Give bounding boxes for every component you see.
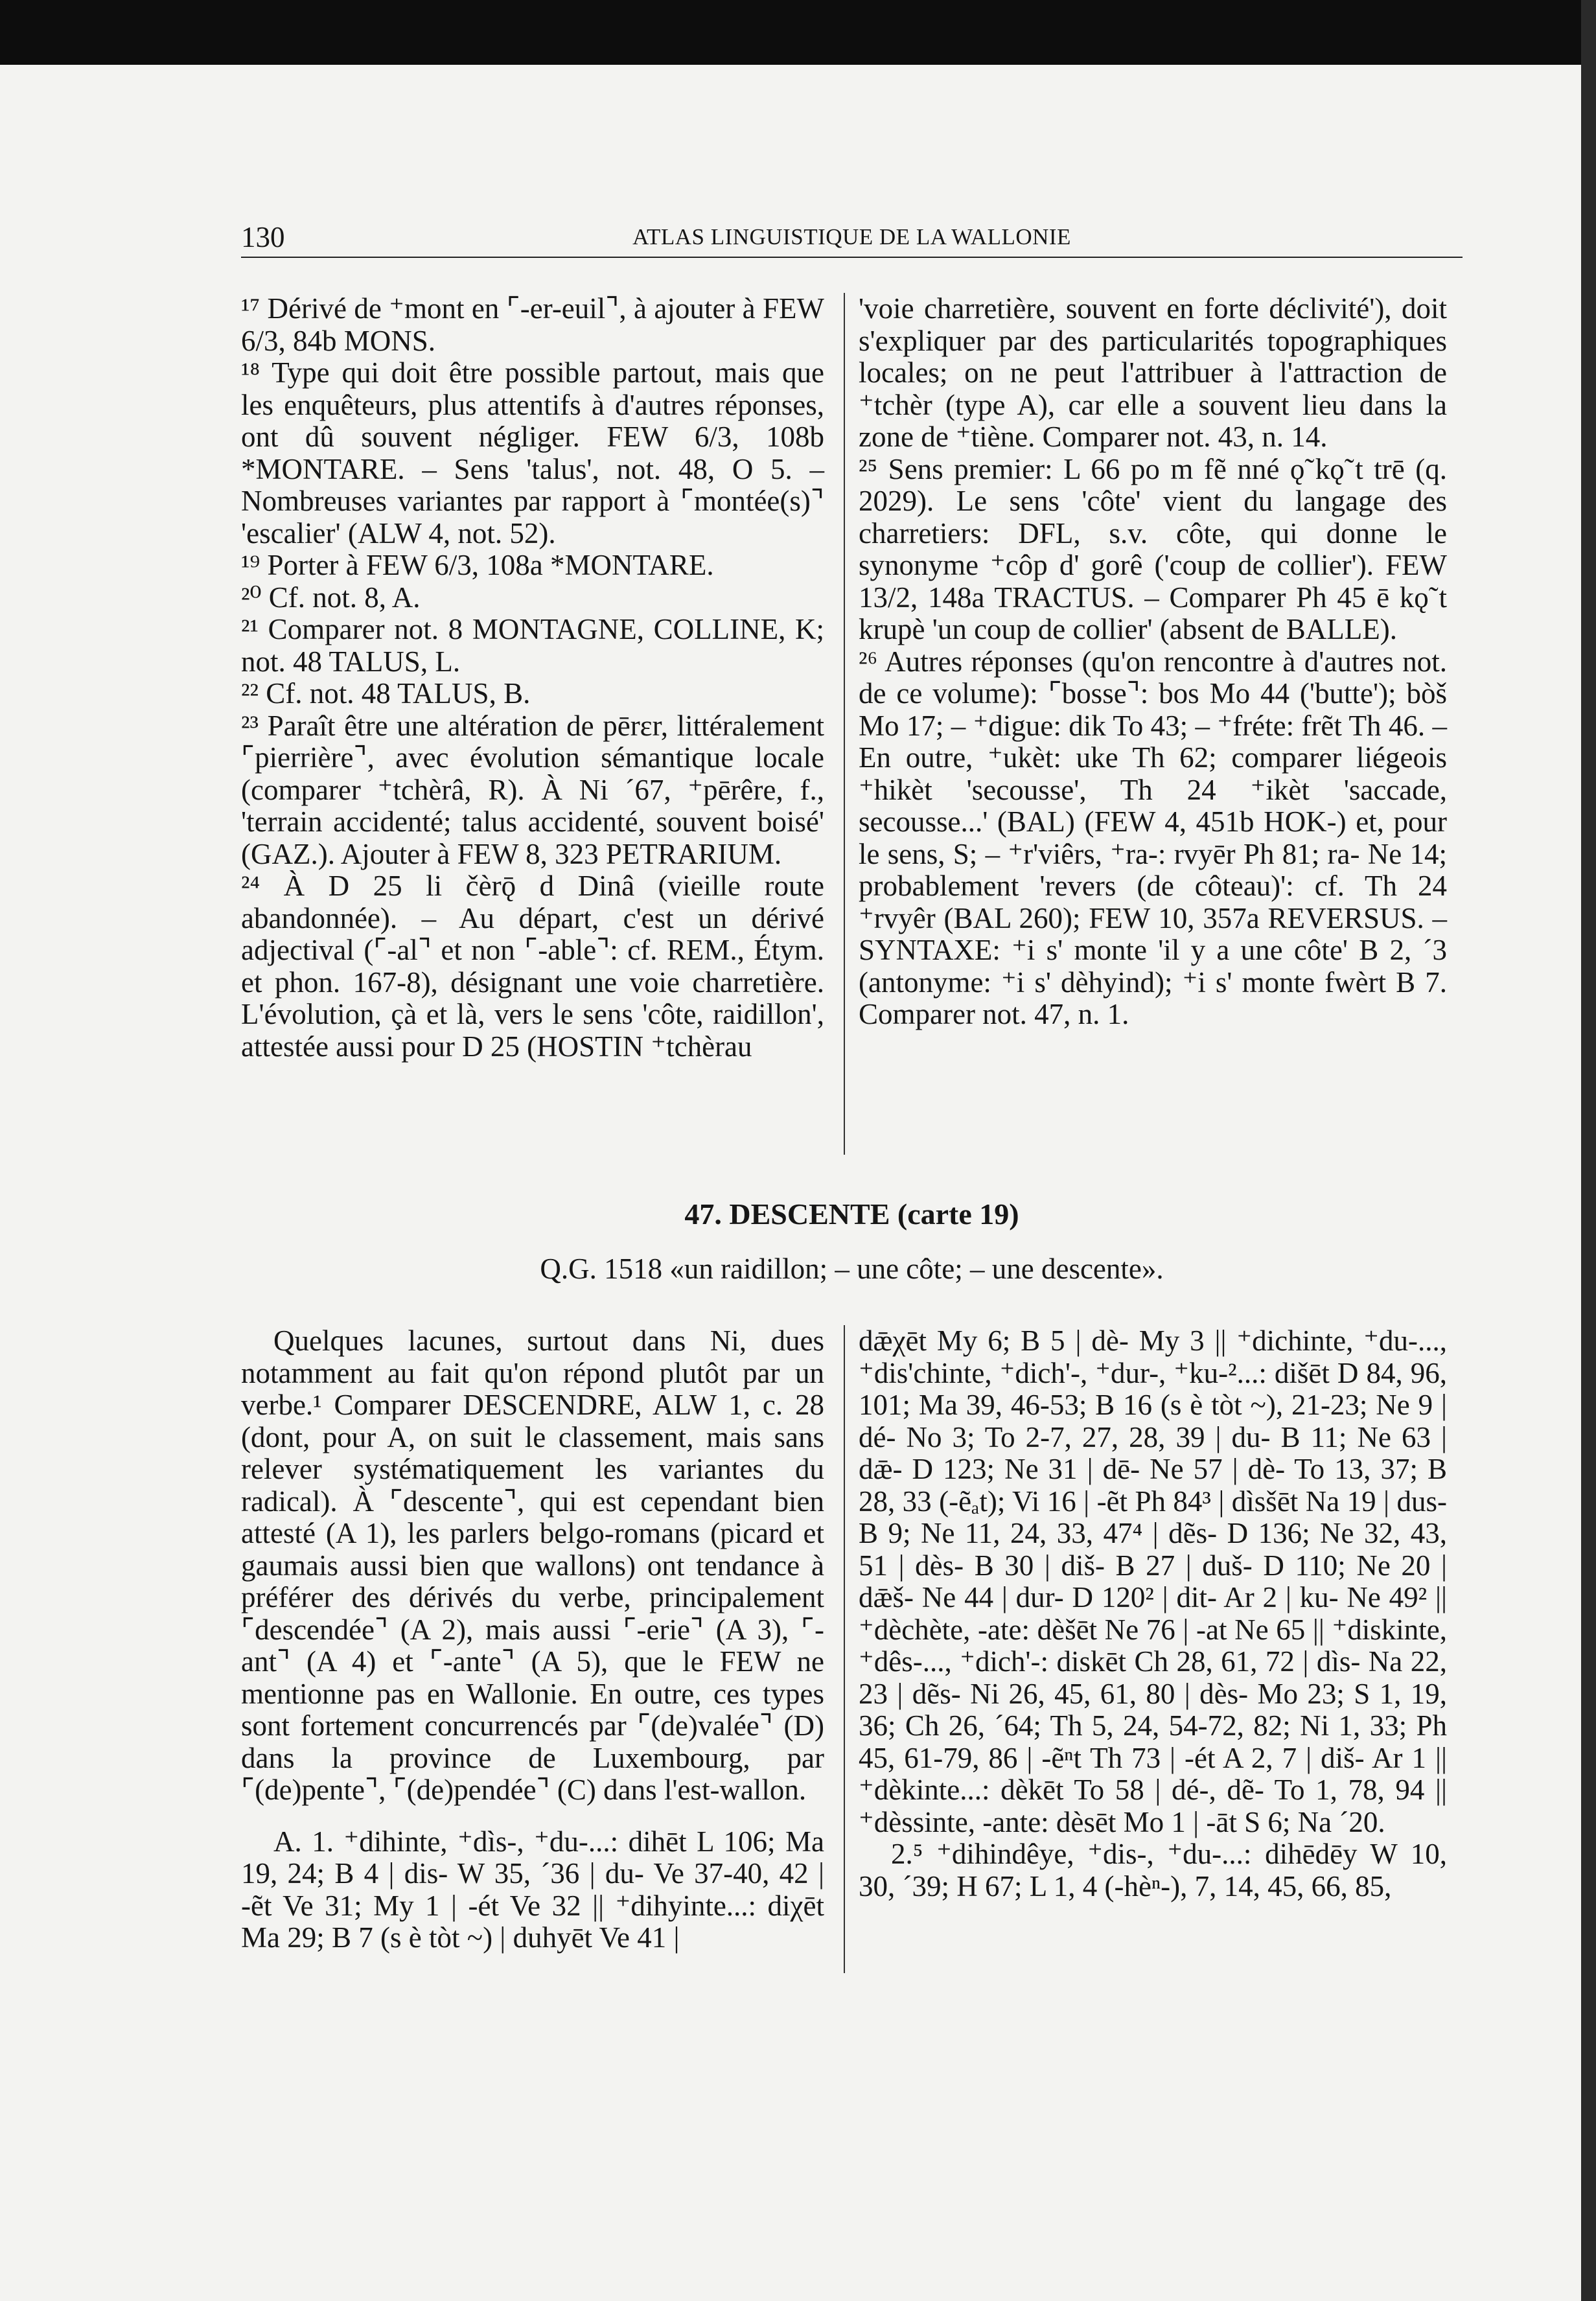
body-type-a2: 2.⁵ ⁺dihindêye, ⁺dis-, ⁺du-...: dihēdēy W 10, 30, ´39; H 67; L 1, 4 (-hèⁿ-), 7, 14, 45, 66, 85, <box>859 1838 1447 1902</box>
column-rule-body <box>844 1325 845 1973</box>
notes-right-column <box>859 293 1447 1031</box>
body-type-a1: A. 1. ⁺dihinte, ⁺dìs-, ⁺du-...: dihēt L 106; Ma 19, 24; B 4 | dis- W 35, ´36 | du- Ve 37-40, 42 | -ẽt Ve 31; My 1 | -ét Ve 32 || ⁺dihyinte...: diχēt Ma 29; B 7 (s è tòt ~) | duhyēt Ve 41 | <box>241 1825 824 1954</box>
body-right-column <box>859 1325 1447 1902</box>
body-intro: Quelques lacunes, surtout dans Ni, dues notamment au fait qu'on répond plutôt par un verbe.¹ Comparer DESCENDRE, ALW 1, c. 28 (dont, pour A, on suit le classement, mais sans relever systématiquement les variantes du radical). À ⌜descente⌝, qui est cependant bien attesté (A 1), les parlers belgo-romans (picard et gaumais aussi bien que wallons) ont tendance à préférer des dérivés du verbe, principalement ⌜descendée⌝ (A 2), mais aussi ⌜-erie⌝ (A 3), ⌜-ant⌝ (A 4) et ⌜-ante⌝ (A 5), que le FEW ne mentionne pas en Wallonie. En outre, ces types sont fortement concurrencés par ⌜(de)valée⌝ (D) dans la province de Luxembourg, par ⌜(de)pente⌝, ⌜(de)pendée⌝ (C) dans l'est-wallon. <box>241 1324 824 1806</box>
note-23: ²³ Paraît être une altération de pērɛr, littéralement ⌜pierrière⌝, avec évolution sémantique locale (comparer ⁺tchèrâ, R). À Ni ´67, ⁺pērêre, f., 'terrain accidenté; talus accidenté, souvent boisé' (GAZ.). Ajouter à FEW 8, 323 PETRARIUM. <box>241 709 824 870</box>
section-title: 47. DESCENTE (carte 19) <box>684 1197 1019 1231</box>
note-25: ²⁵ Sens premier: L 66 po m fẽ nné ǫ̃ kǫ̃ t trē (q. 2029). Le sens 'côte' vient du langage des charretiers: DFL, s.v. côte, qui donne le synonyme ⁺côp d' gorê ('coup de collier'). FEW 13/2, 148a TRACTUS. – Comparer Ph 45 ē kǫ̃ t krupè 'un coup de collier' (absent de BALLE). <box>859 452 1447 645</box>
page-number: 130 <box>241 221 285 253</box>
note-18: ¹⁸ Type qui doit être possible partout, mais que les enquêteurs, plus attentifs à d'autres réponses, ont dû souvent négliger. FEW 6/3, 108b *MONTARE. – Sens 'talus', not. 48, O 5. – Nombreuses variantes par rapport à ⌜montée(s)⌝ 'escalier' (ALW 4, not. 52). <box>241 356 824 549</box>
note-21: ²¹ Comparer not. 8 MONTAGNE, COLLINE, K; not. 48 TALUS, L. <box>241 613 824 678</box>
note-24: ²⁴ À D 25 li čèrǭ d Dinâ (vieille route abandonnée). – Au départ, c'est un dérivé adjectival (⌜-al⌝ et non ⌜-able⌝: cf. REM., Étym. et phon. 167-8), désignant une voie charretière. L'évolution, çà et là, vers le sens 'côte, raidillon', attestée aussi pour D 25 (HOSTIN ⁺tchèrau <box>241 870 824 1063</box>
running-header <box>241 218 1463 258</box>
note-19: ¹⁹ Porter à FEW 6/3, 108a *MONTARE. <box>241 549 714 581</box>
note-22: ²² Cf. not. 48 TALUS, B. <box>241 677 531 710</box>
running-title: ATLAS LINGUISTIQUE DE LA WALLONIE <box>632 224 1071 249</box>
scan-top-border <box>0 0 1596 65</box>
note-26: ²⁶ Autres réponses (qu'on rencontre à d'autres not. de ce volume): ⌜bosse⌝: bos Mo 44 ('butte'); bòš Mo 17; – ⁺digue: dik To 43; – ⁺fréte: frẽt Th 46. – En outre, ⁺ukèt: uke Th 62; comparer liégeois ⁺hikèt 'secousse', Th 24 ⁺ikèt 'saccade, secousse...' (BAL) (FEW 4, 451b HOK-) et, pour le sens, S; – ⁺r'viêrs, ⁺ra-: rvyēr Ph 81; ra- Ne 14; probablement 'revers (de côteau)': cf. Th 24 ⁺rvyêr (BAL 260); FEW 10, 357a REVERSUS. – SYNTAXE: ⁺i s' monte 'il y a une côte' B 2, ´3 (antonyme: ⁺i s' dèhyind); ⁺i s' monte fwèrt B 7. Comparer not. 47, n. 1. <box>859 645 1447 1030</box>
note-24-continued: 'voie charretière, souvent en forte déclivité'), doit s'expliquer par des particularités topographiques locales; on ne peut l'attribuer à l'attraction de ⁺tchèr (type A), car elle a souvent lieu dans la zone de ⁺tiène. Comparer not. 43, n. 14. <box>859 292 1447 453</box>
notes-left-column <box>241 293 824 1063</box>
note-17: ¹⁷ Dérivé de ⁺mont en ⌜-er-euil⌝, à ajouter à FEW 6/3, 84b MONS. <box>241 292 824 357</box>
note-20: ²⁰ Cf. not. 8, A. <box>241 581 421 614</box>
body-left-column <box>241 1325 824 1954</box>
section-question: Q.G. 1518 «un raidillon; – une côte; – une descente». <box>540 1253 1164 1285</box>
column-rule <box>844 293 845 1155</box>
body-type-a1-continued: dǣχēt My 6; B 5 | dè- My 3 || ⁺dichinte, ⁺du-..., ⁺dis'chinte, ⁺dich'-, ⁺dur-, ⁺ku-²...: dišēt D 84, 96, 101; Ma 39, 46-53; B 16 (s è tòt ~), 21-23; Ne 9 | dé- No 3; To 2-7, 27, 28, 39 | du- B 11; Ne 63 | dǣ- D 123; Ne 31 | dē- Ne 57 | dè- To 13, 37; B 28, 33 (-ẽₐt); Vi 16 | -ẽt Ph 84³ | dìsšēt Na 19 | dus- B 9; Ne 11, 24, 33, 47⁴ | dẽs- D 136; Ne 32, 43, 51 | dès- B 30 | diš- B 27 | duš- D 110; Ne 20 | dǣš- Ne 44 | dur- D 120² | dit- Ar 2 | ku- Ne 49² || ⁺dèchète, -ate: dèšēt Ne 76 | -at Ne 65 || ⁺diskinte, ⁺dês-..., ⁺dich'-: diskēt Ch 28, 61, 72 | dìs- Na 22, 23 | dẽs- Ni 26, 45, 61, 80 | dès- Mo 23; S 1, 19, 36; Ch 26, ´64; Th 5, 24, 54-72, 82; Ni 1, 33; Ph 45, 61-79, 86 | -ẽⁿt Th 73 | -ét A 2, 7 | diš- Ar 1 || ⁺dèkinte...: dèkēt To 58 | dé-, dẽ- To 1, 78, 94 || ⁺dèssinte, -ante: dèsēt Mo 1 | -āt S 6; Na ´20. <box>859 1324 1447 1838</box>
scan-right-border <box>1581 0 1596 2301</box>
